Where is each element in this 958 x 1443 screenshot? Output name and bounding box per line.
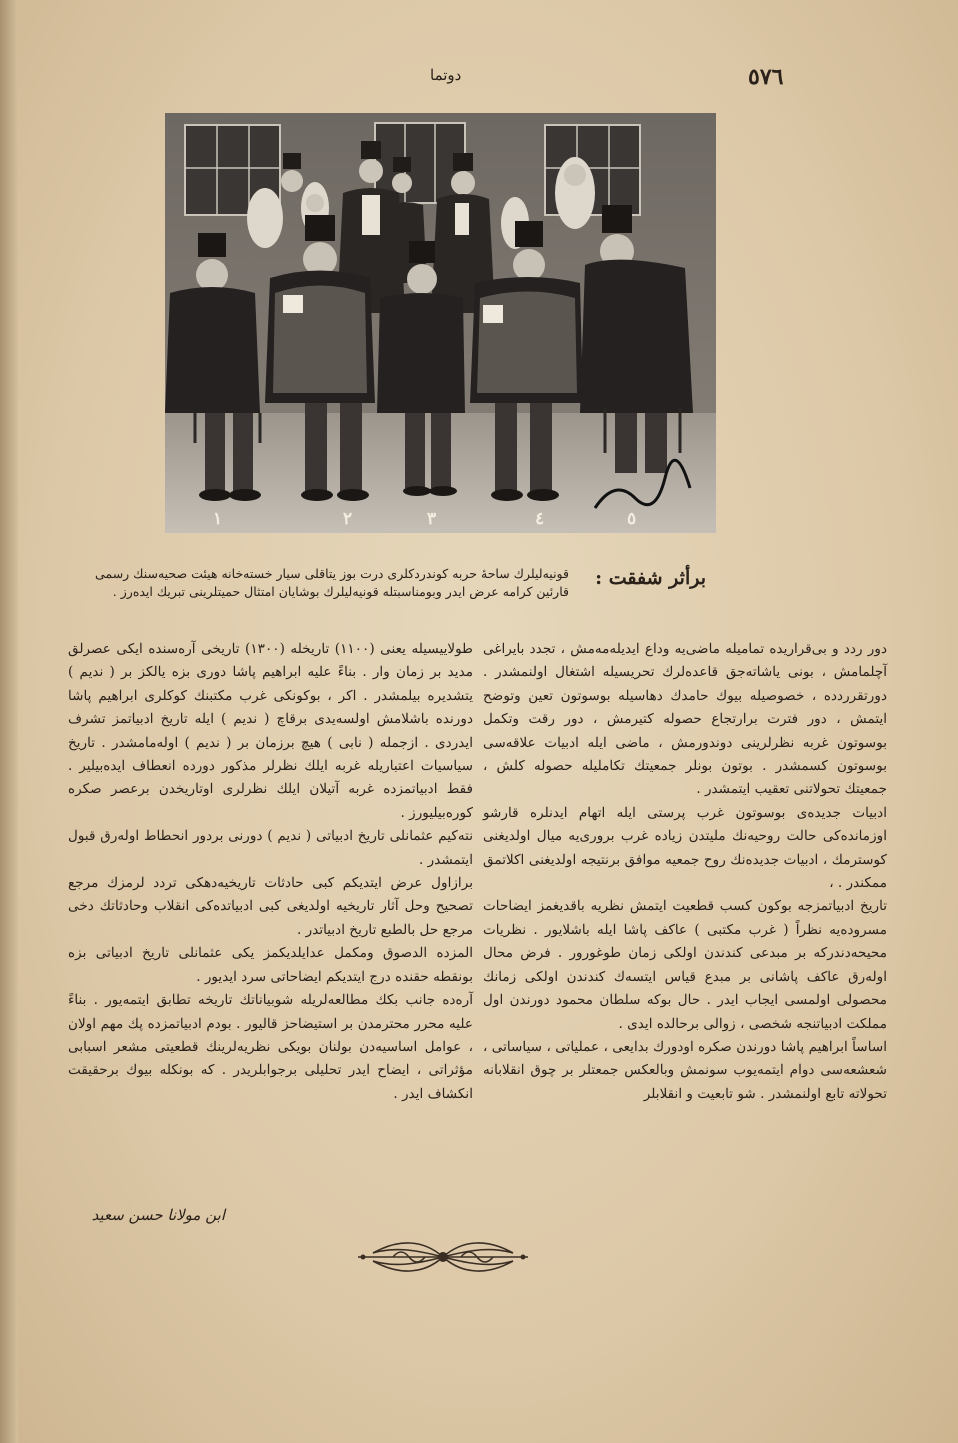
paragraph: ادبیات جدیده‌ی بوسوتون غرب پرستی ایله اتهام ایدنلره قارشو اوزمانده‌كی حالت روحیه‌نك ملیتدن زیاده غرب بروری‌یه میال اولدیغنی كوسترمك ، ادبیات جدیده‌نك روح جمعیه موافق برنتیجه اولدیغنی اكلاتمق ممكندر . ،: [483, 804, 887, 892]
author-signature: ابن مولانا حسن سعید: [91, 1206, 225, 1224]
photo-illustration: [165, 113, 716, 533]
article-right-column: [483, 638, 887, 1106]
photo-number-3: ٣: [427, 509, 437, 529]
caption-line-1: قونیه‌لیلرك ساحهٔ حربه كوندردكلری درت بوز یتاقلی سیار خسته‌خانه هیئت صحیه‌سنك رسمی: [95, 566, 569, 581]
photo-number-5: ٥: [627, 509, 637, 529]
photo-number-4: ٤: [535, 509, 545, 529]
page-number: ٥٧٦: [748, 64, 784, 90]
article-left-column: [68, 638, 473, 1106]
floral-ornament-icon: [353, 1233, 533, 1285]
paragraph: دور ردد و بی‌قرارید‌ه تمامیله ماضی‌یه وداع ایدیله‌مه‌مش ، تجدد بایراغی آچلمامش ، بونی یاشاته‌جق قاعده‌لرك تحریسیله اشتغال اولنمشدر . دورتقرردد‌ه ، خصوصیله بیوك حامدك دهاسیله بوسوتون تعین وتوضح ایتمش ، دور فترت برارتجاع حصوله كتیرمش ، دور رقت وتكمل بوسوتون غربه نظرلرینی دوندورمش ، ماضی ایله ادبیات علاقه‌سی بوسوتون كسمشدر . بوتون بونلر جمعیتك تكاملیله حصوله كلش ، جمعیتك تحولاتنی تعقیب ایتمشدر .: [483, 641, 887, 798]
caption-line-2: قارئین كرامه عرض ایدر وبومناسبتله قونیه‌لیلرك بوشایان امتثال حمیتلرینی تبریك ایده‌رز .: [112, 584, 569, 599]
paragraph: المزده الدصوق ومكمل عدایلدیكمز یكی عثمانلی تاریخ ادبیاتی بزه بونقطه حقنده درج ایتدیكم ایضاحاتی سرد ایدیور .: [68, 945, 473, 985]
paragraph: طولاییسیله یعنی (١١٠٠) تاریخله (١٣٠٠) تاریخی آره‌سنده ایكی عصرلق مدید بر زمان وار . بناءً علیه ابراهیم پاشا دوری بزه یالكز بر ( ندیم ) یتشدیره بیلمشدر . اكر ، بوكونكی غرب مكتبنك كوكلری ابراهیم پاشا دورنده باشلامش اولسه‌یدی برقاچ ( ندیم ) ایله تاریخ ادبیاتمز تشرف ایدردی . ازجمله ( نابی ) هیچ برزمان بر ( ندیم ) اوله‌مامشدر . تاریخ سیاسیات اعتباریله غربه ایلك نظرلر مذكور دورده انعطاف ایده‌بیلیر . فقط ادبیاتمزده غربه آتیلان ایلك نظرلری اوتاریخدن برعصر صكره كوره‌بیلیورز .: [68, 641, 473, 821]
photo-number-2: ٢: [343, 509, 353, 529]
group-photograph: [165, 113, 716, 533]
photo-number-1: ١: [213, 509, 223, 529]
paragraph: اساساً ابراهیم پاشا دورندن صكره اودورك بدایعی ، عملیاتی ، سیاساتی ، شعشعه‌سی دوام ایتمه‌یوب سونمش وبالعكس جمعتلر بر چوق انقلابانه تحولاته تابع اولنمشدر . شو تابعیت و انقلابلر: [483, 1038, 887, 1102]
paragraph: آره‌ده جانب بكك مطالعه‌لریله شوبیاناتك تاریخه تطابق ایتمه‌یور . بناءً علیه محرر محترمدن بر استیضاحز قالیور . بودم ادبیاتمزده پك مهم اولان ، عوامل اساسیه‌دن بولنان بویكی نظریه‌لرینك قطعیتی مشعر اسبابی مؤثراتی ، ایضاح ایدر تحلیلی برجوابلریدر . كه بونكله بیوك برحقیقت انكشاف ایدر .: [68, 992, 473, 1102]
running-header-title: دوتما: [430, 66, 462, 84]
caption-label: برأثر شفقت :: [595, 567, 706, 589]
paragraph: تاریخ ادبیاتمزجه بوكون كسب قطعیت ایتمش نظریه باقدیغمز ایضاحات مسروده‌یه نظراً ( غرب مكتبی ) عاكف پاشا ایله باشلایور . نظریات محیحه‌دندركه بر مبدعی كندندن اولكی زمان طوغورور . فرض محال اوله‌رق عاكف پاشانی بر مبدع قیاس ایتسه‌ك كندندن اولكی زمانك محصولی اولمسی ایجاب ایدر . حال بوكه سلطان محمود دورندن اول مملكت ادبیاتنجه شخصی ، زوالی برحالده ایدی .: [483, 898, 887, 1032]
page-spine-shadow: [0, 0, 18, 1443]
paragraph: نته‌كیم عثمانلی تاریخ ادبیاتی ( ندیم ) دورنی بردور انحطاط اوله‌رق قبول ایتمشدر .: [68, 828, 473, 868]
paragraph: برازاول عرض ایتدیكم كبی حادثات تاریخیه‌دهكی تردد لرمزك مرجع تصحیح وحل آثار تاریخیه اولدیغی كبی ادبیاتده‌كی انقلاب وحادثاتك دخی مرجع حل بالطبع تاریخ ادبیاتدر .: [68, 875, 473, 938]
